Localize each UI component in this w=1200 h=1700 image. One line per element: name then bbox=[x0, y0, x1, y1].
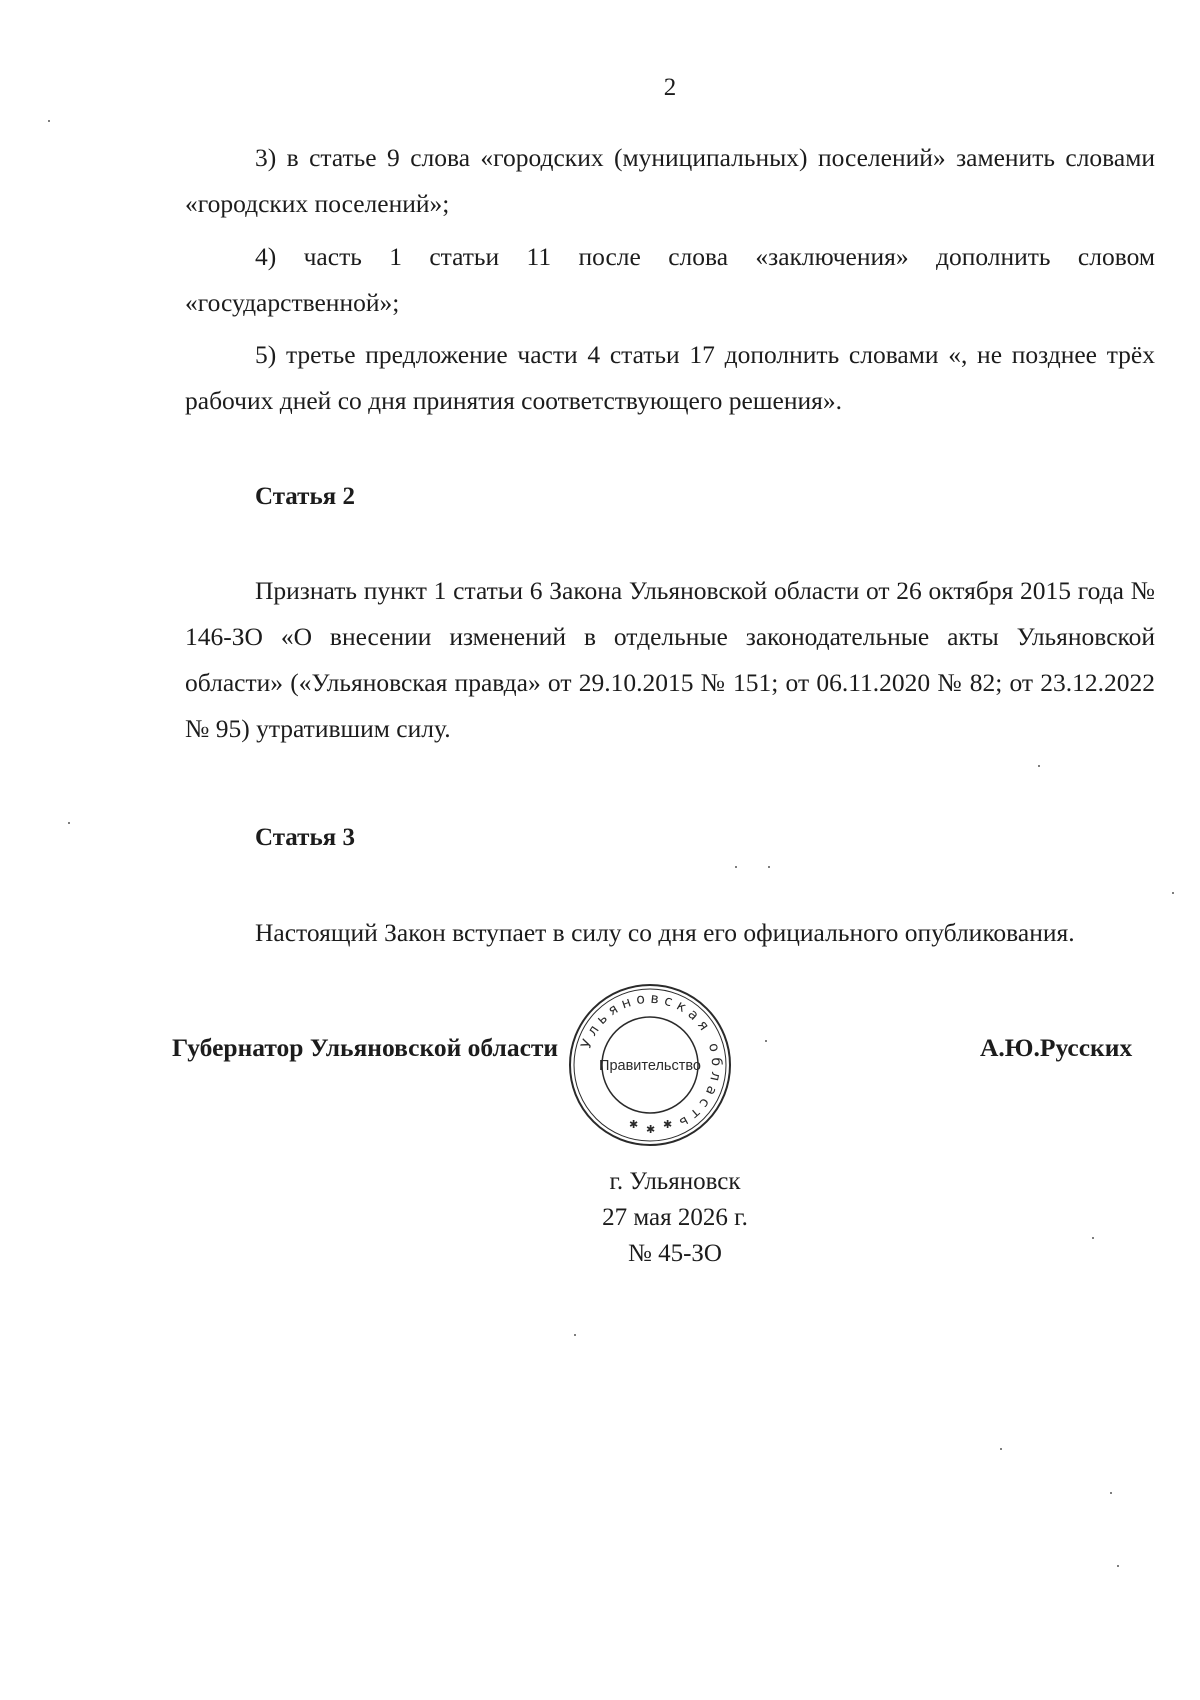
scan-speck bbox=[768, 866, 770, 868]
stamp-center-text: Правительство bbox=[599, 1058, 701, 1074]
scan-speck bbox=[48, 120, 50, 122]
amendment-item-5: 5) третье предложение части 4 статьи 17 дополнить словами «, не позднее трёх рабочих дней со дня принятия соответствующего решения». bbox=[185, 340, 1155, 415]
scan-speck bbox=[68, 822, 70, 824]
scan-speck bbox=[1000, 1448, 1002, 1450]
place-date: 27 мая 2026 г. bbox=[602, 1204, 748, 1231]
place-city: г. Ульяновск bbox=[609, 1168, 741, 1195]
page-number: 2 bbox=[663, 74, 677, 101]
scan-speck bbox=[1110, 1492, 1112, 1494]
signature-name: А.Ю.Русских bbox=[980, 1033, 1133, 1062]
scan-speck bbox=[1117, 1565, 1119, 1567]
scan-speck bbox=[574, 1334, 576, 1336]
amendment-item-4: 4) часть 1 статьи 11 после слова «заключения» дополнить словом «государственной»; bbox=[185, 242, 1155, 317]
article-2-text: Признать пункт 1 статьи 6 Закона Ульяновской области от 26 октября 2015 года № 146-ЗО «О внесении изменений в отдельные законодательные акты Ульяновской области» («Ульяновская правда» от 29.10.2015 № 151; от 06.11.2020 № 82; от 23.12.2022 № 95) утратившим силу. bbox=[185, 576, 1155, 743]
scan-speck bbox=[1172, 892, 1174, 894]
stamp-star-icon: ✱ bbox=[646, 1124, 656, 1136]
law-number: № 45-ЗО bbox=[627, 1240, 722, 1267]
official-stamp bbox=[565, 980, 735, 1150]
scan-speck bbox=[735, 866, 737, 868]
stamp-star-icon: ✱ bbox=[663, 1119, 673, 1131]
scan-speck bbox=[1038, 765, 1040, 767]
scan-speck bbox=[1092, 1237, 1094, 1239]
article-2-heading: Статья 2 bbox=[255, 483, 355, 510]
scan-speck bbox=[765, 1040, 767, 1042]
stamp-star-icon: ✱ bbox=[629, 1119, 639, 1131]
amendment-item-3: 3) в статье 9 слова «городских (муниципальных) поселений» заменить словами «городских поселений»; bbox=[185, 143, 1155, 218]
article-3-heading: Статья 3 bbox=[255, 824, 355, 851]
article-3-text: Настоящий Закон вступает в силу со дня его официального опубликования. bbox=[255, 918, 1075, 947]
stamp-ring-text: Ульяновская область bbox=[578, 990, 725, 1134]
signature-position: Губернатор Ульяновской области bbox=[172, 1033, 559, 1062]
